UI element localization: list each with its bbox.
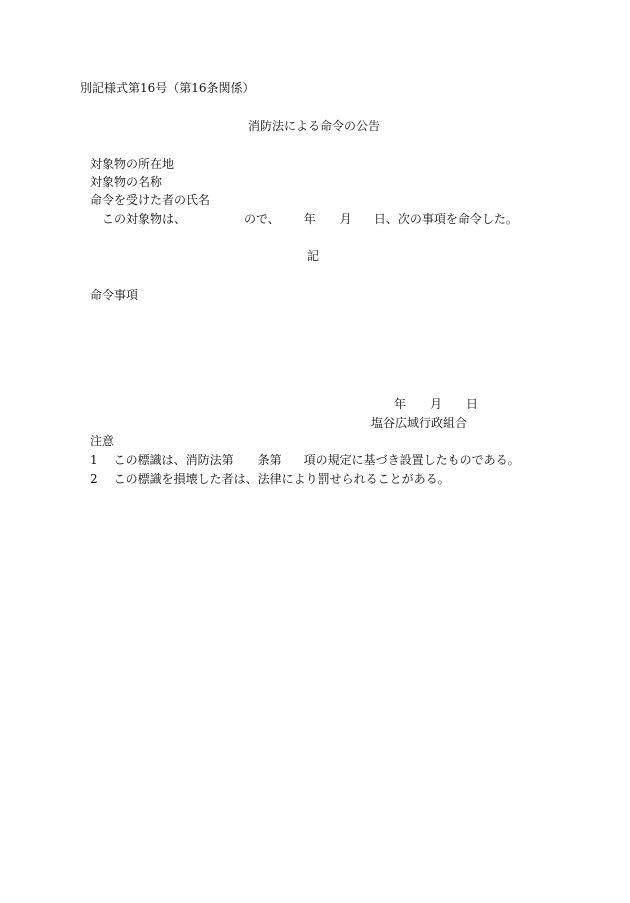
statement-month: 月 — [339, 212, 352, 226]
statement-prefix: この対象物は、 — [102, 212, 187, 226]
order-statement — [102, 211, 518, 227]
date-year: 年 — [394, 397, 407, 411]
note-text: この標識を損壊した者は、法律により罰せられることがある。 — [113, 472, 450, 486]
field-location-label: 対象物の所在地 — [90, 157, 175, 171]
field-name-label: 対象物の名称 — [90, 175, 163, 189]
statement-suffix: 日、次の事項を命令した。 — [373, 212, 518, 226]
field-recipient-label: 命令を受けた者の氏名 — [90, 193, 211, 207]
note-text-part: この標識は、消防法第 — [113, 453, 234, 467]
note-number: 2 — [90, 472, 98, 486]
notes-heading: 注意 — [90, 434, 115, 448]
statement-because: ので、 — [244, 212, 280, 226]
order-items-label: 命令事項 — [90, 288, 139, 302]
note-item — [90, 471, 450, 487]
document-title: 消防法による命令の公告 — [248, 119, 381, 133]
form-number: 別記様式第16号（第16条関係） — [80, 81, 255, 95]
date-day: 日 — [466, 397, 479, 411]
ki-marker: 記 — [307, 249, 320, 263]
note-number: 1 — [90, 453, 98, 467]
note-text-part: 項の規定に基づき設置したものである。 — [303, 453, 520, 467]
issue-date — [394, 396, 478, 412]
statement-year: 年 — [303, 212, 316, 226]
issuer-name: 塩谷広域行政組合 — [371, 416, 468, 430]
note-item — [90, 452, 520, 468]
note-text-part: 条第 — [257, 453, 282, 467]
date-month: 月 — [430, 397, 443, 411]
